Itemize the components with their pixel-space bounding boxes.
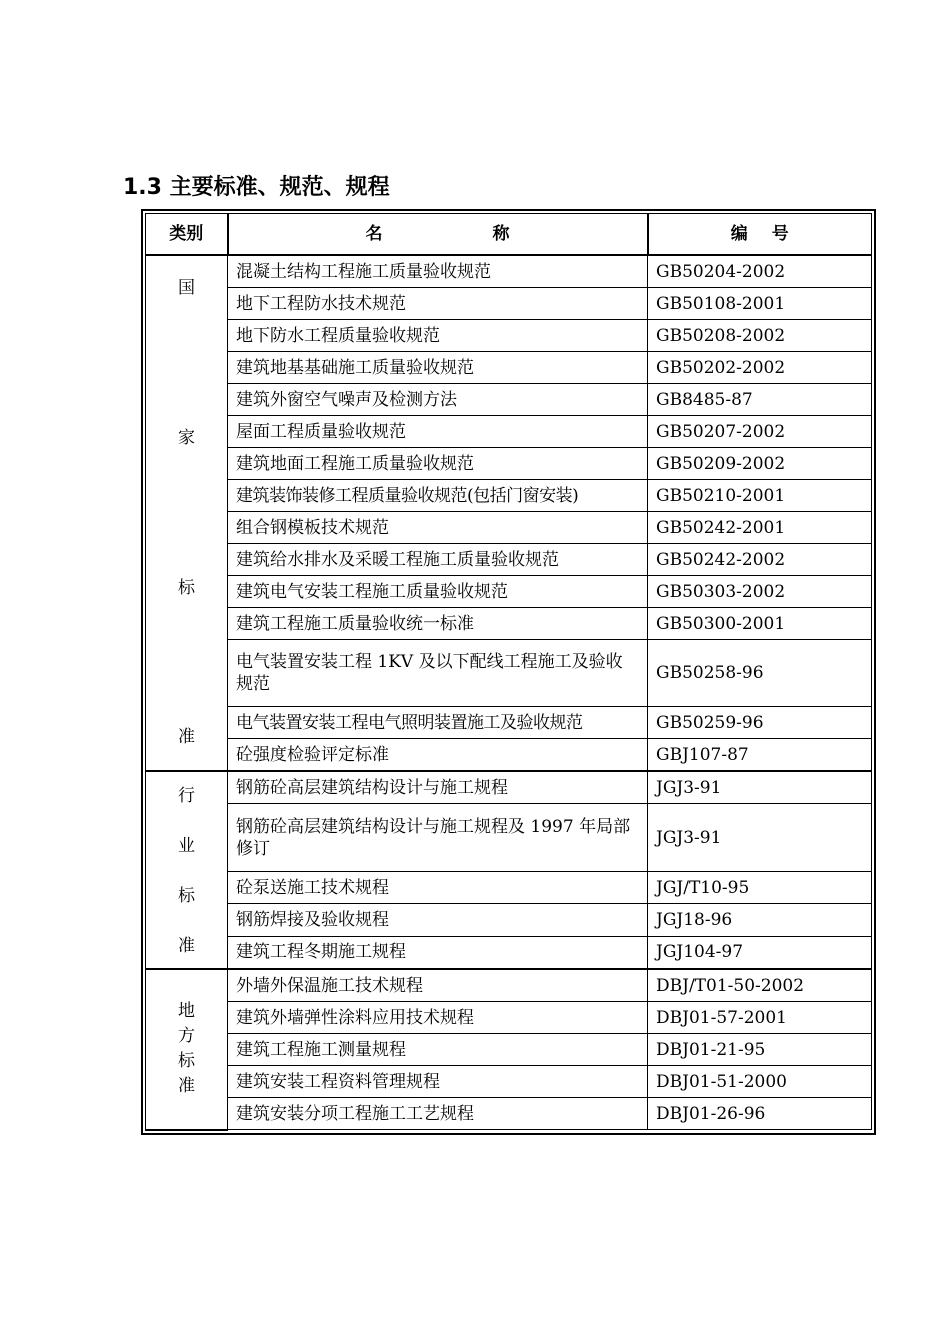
standard-code: JGJ3-91 xyxy=(648,804,872,872)
category-local xyxy=(146,969,228,1130)
standard-code: GB50303-2002 xyxy=(648,576,872,608)
category-char: 家 xyxy=(178,428,195,448)
standard-name: 建筑安装工程资料管理规程 xyxy=(228,1066,648,1098)
table-row xyxy=(146,255,872,288)
category-char: 业 xyxy=(178,836,195,856)
page-title: 1.3 主要标准、规范、规程 xyxy=(123,175,390,200)
standards-table-frame xyxy=(141,209,876,1135)
table-row xyxy=(146,640,872,707)
standard-code: GB50242-2002 xyxy=(648,544,872,576)
table-row xyxy=(146,320,872,352)
table-row xyxy=(146,1098,872,1130)
standard-code: DBJ/T01-50-2002 xyxy=(648,969,872,1002)
standard-code: GB50202-2002 xyxy=(648,352,872,384)
table-row xyxy=(146,1034,872,1066)
standard-name: 建筑电气安装工程施工质量验收规范 xyxy=(228,576,648,608)
header-code xyxy=(648,214,872,256)
category-national xyxy=(146,255,228,771)
standard-code: DBJ01-26-96 xyxy=(648,1098,872,1130)
standard-name: 电气装置安装工程电气照明装置施工及验收规范 xyxy=(228,707,648,739)
header-name-part2: 称 xyxy=(492,224,510,244)
standard-code: DBJ01-21-95 xyxy=(648,1034,872,1066)
category-char: 准 xyxy=(178,1076,195,1097)
table-row xyxy=(146,1002,872,1034)
standard-code: DBJ01-57-2001 xyxy=(648,1002,872,1034)
table-row xyxy=(146,969,872,1002)
standard-code: GB8485-87 xyxy=(648,384,872,416)
category-char: 标 xyxy=(178,578,195,598)
standard-name: 建筑工程施工质量验收统一标准 xyxy=(228,608,648,640)
standard-name: 组合钢模板技术规范 xyxy=(228,512,648,544)
category-char: 准 xyxy=(178,727,195,747)
table-row xyxy=(146,352,872,384)
category-char: 国 xyxy=(178,278,195,298)
table-row xyxy=(146,288,872,320)
header-category: 类别 xyxy=(146,214,228,256)
standard-name: 建筑给水排水及采暖工程施工质量验收规范 xyxy=(228,544,648,576)
category-industry xyxy=(146,771,228,969)
standard-name: 建筑地面工程施工质量验收规范 xyxy=(228,448,648,480)
standards-table xyxy=(145,213,872,1131)
table-row xyxy=(146,448,872,480)
standard-name: 地下防水工程质量验收规范 xyxy=(228,320,648,352)
standard-name: 钢筋焊接及验收规程 xyxy=(228,904,648,936)
header-name-part1: 名 xyxy=(365,224,383,244)
standard-name: 钢筋砼高层建筑结构设计与施工规程及 1997 年局部修订 xyxy=(228,804,648,872)
header-code-part1: 编 xyxy=(730,224,748,244)
standard-code: GB50207-2002 xyxy=(648,416,872,448)
standard-name: 外墙外保温施工技术规程 xyxy=(228,969,648,1002)
standard-name: 砼泵送施工技术规程 xyxy=(228,872,648,904)
table-row xyxy=(146,1066,872,1098)
standard-name: 建筑外墙弹性涂料应用技术规程 xyxy=(228,1002,648,1034)
standard-name: 电气装置安装工程 1KV 及以下配线工程施工及验收规范 xyxy=(228,640,648,707)
standard-code: GB50108-2001 xyxy=(648,288,872,320)
standard-code: GB50242-2001 xyxy=(648,512,872,544)
table-row xyxy=(146,416,872,448)
table-row xyxy=(146,872,872,904)
category-char: 标 xyxy=(178,1051,195,1072)
standard-name: 建筑外窗空气噪声及检测方法 xyxy=(228,384,648,416)
standard-code: GB50208-2002 xyxy=(648,320,872,352)
category-char: 准 xyxy=(178,936,195,956)
category-char: 行 xyxy=(178,786,195,806)
table-row xyxy=(146,936,872,969)
standard-code: GB50209-2002 xyxy=(648,448,872,480)
standard-code: GB50204-2002 xyxy=(648,255,872,288)
standard-code: GB50300-2001 xyxy=(648,608,872,640)
standard-code: DBJ01-51-2000 xyxy=(648,1066,872,1098)
table-row xyxy=(146,384,872,416)
standard-name: 屋面工程质量验收规范 xyxy=(228,416,648,448)
table-row xyxy=(146,904,872,936)
table-row xyxy=(146,707,872,739)
header-name xyxy=(228,214,648,256)
standard-name: 建筑地基基础施工质量验收规范 xyxy=(228,352,648,384)
header-code-part2: 号 xyxy=(771,224,789,244)
table-header-row xyxy=(146,214,872,256)
table-row xyxy=(146,576,872,608)
standard-code: GBJ107-87 xyxy=(648,739,872,772)
standard-code: JGJ3-91 xyxy=(648,771,872,804)
table-row xyxy=(146,512,872,544)
standard-code: JGJ104-97 xyxy=(648,936,872,969)
standard-name: 建筑工程冬期施工规程 xyxy=(228,936,648,969)
table-row xyxy=(146,544,872,576)
table-row xyxy=(146,608,872,640)
table-row xyxy=(146,480,872,512)
standard-code: JGJ/T10-95 xyxy=(648,872,872,904)
standard-name: 建筑安装分项工程施工工艺规程 xyxy=(228,1098,648,1130)
standard-name: 建筑工程施工测量规程 xyxy=(228,1034,648,1066)
category-char: 地 xyxy=(178,1001,195,1022)
table-row xyxy=(146,771,872,804)
table-row xyxy=(146,804,872,872)
standard-name: 钢筋砼高层建筑结构设计与施工规程 xyxy=(228,771,648,804)
standard-name: 地下工程防水技术规范 xyxy=(228,288,648,320)
standard-code: GB50210-2001 xyxy=(648,480,872,512)
standard-code: JGJ18-96 xyxy=(648,904,872,936)
category-char: 标 xyxy=(178,886,195,906)
standard-name: 砼强度检验评定标准 xyxy=(228,739,648,772)
table-row xyxy=(146,739,872,772)
standard-name: 建筑装饰装修工程质量验收规范(包括门窗安装) xyxy=(228,480,648,512)
standard-code: GB50258-96 xyxy=(648,640,872,707)
standard-name: 混凝土结构工程施工质量验收规范 xyxy=(228,255,648,288)
category-char: 方 xyxy=(178,1026,195,1047)
standard-code: GB50259-96 xyxy=(648,707,872,739)
